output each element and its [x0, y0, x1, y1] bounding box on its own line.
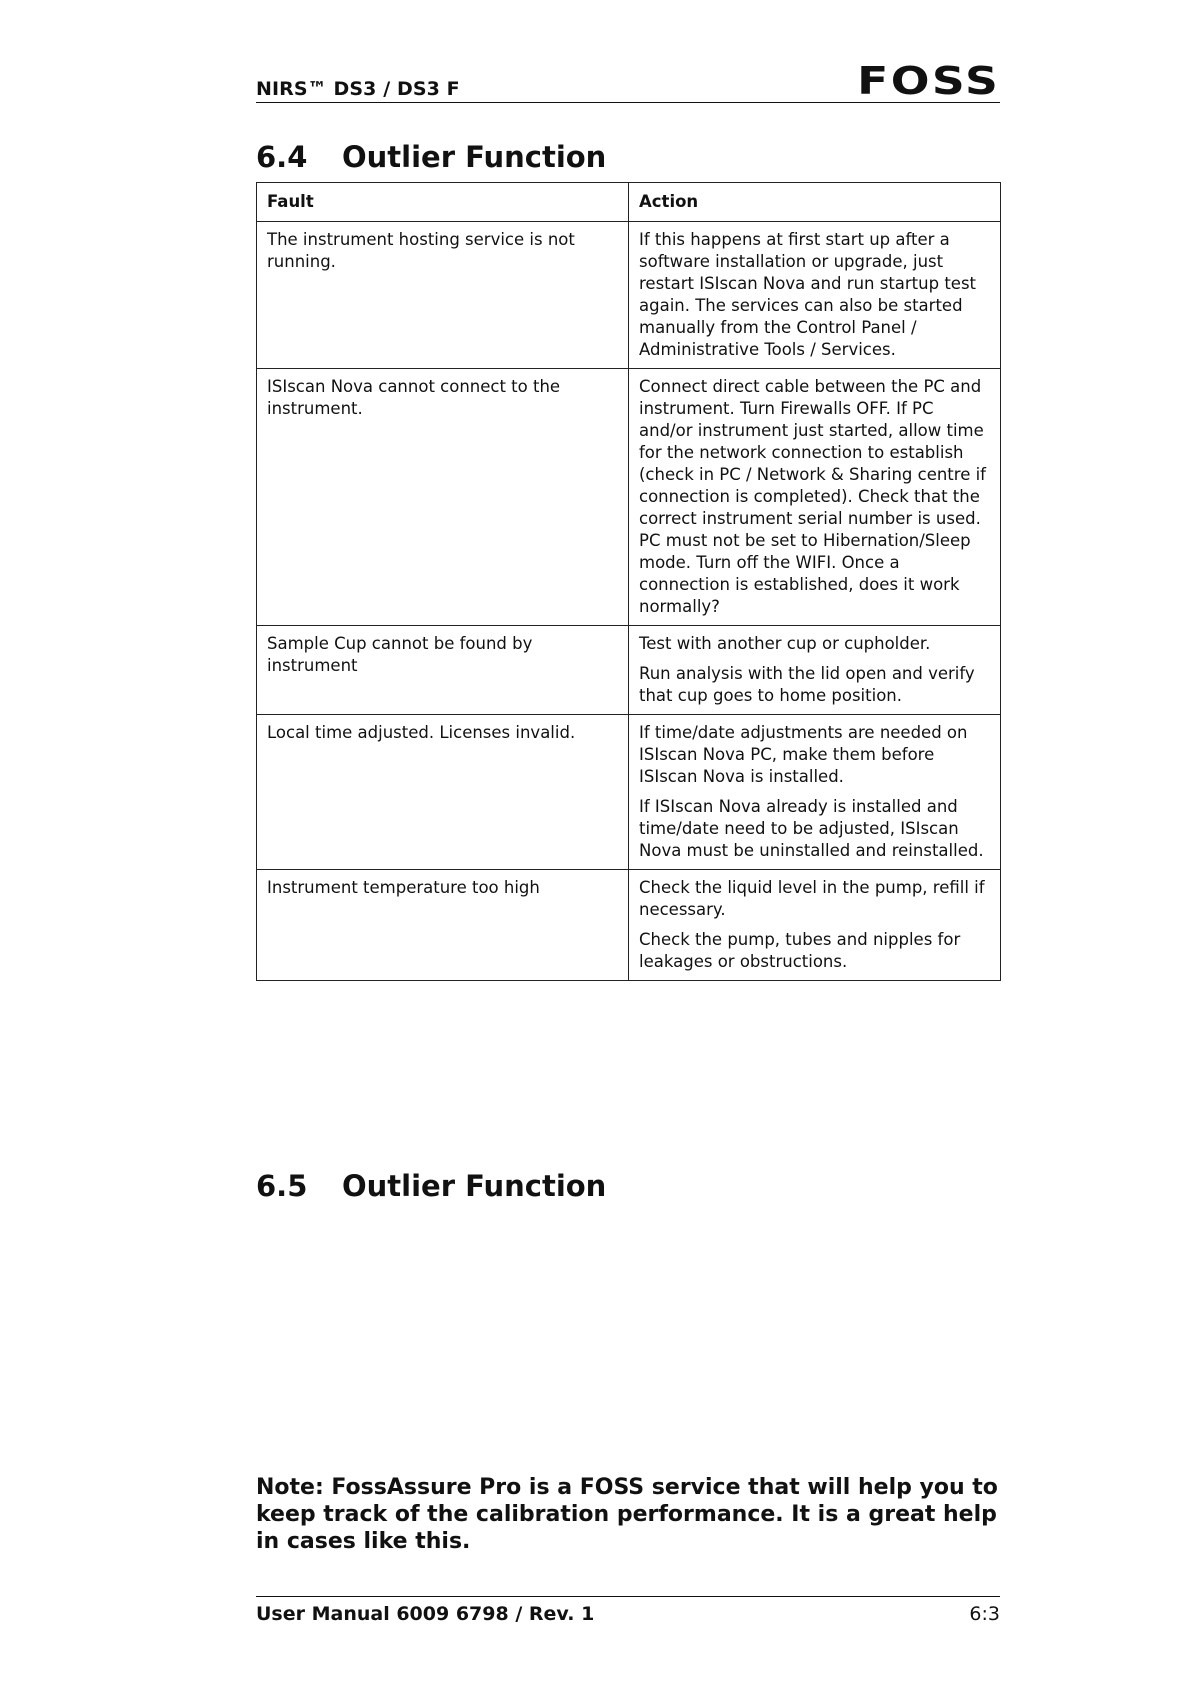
action-text: If time/date adjustments are needed on ISIscan Nova PC, make them before ISIscan Nova is installed. [639, 723, 968, 786]
table-row [257, 369, 1001, 626]
section-title: Outlier Function [342, 1169, 607, 1203]
action-cell [629, 222, 1001, 369]
fault-cell [257, 626, 629, 715]
page-footer [256, 1596, 1000, 1625]
fault-cell [257, 870, 629, 981]
table-row [257, 222, 1001, 369]
note-paragraph: Note: FossAssure Pro is a FOSS service that will help you to keep track of the calibration performance. It is a great help in cases like this. [256, 1475, 998, 1554]
fault-cell [257, 369, 629, 626]
section-heading-6-5 [256, 1169, 606, 1203]
fault-action-table [256, 182, 1001, 981]
action-text: Check the liquid level in the pump, refill if necessary. [639, 878, 985, 919]
action-cell [629, 870, 1001, 981]
page-number: 6:3 [969, 1603, 1000, 1625]
table-row [257, 626, 1001, 715]
section-number: 6.4 [256, 140, 308, 174]
table-row [257, 870, 1001, 981]
fault-cell [257, 715, 629, 870]
foss-logo: FOSS [856, 59, 1000, 103]
action-text: Check the pump, tubes and nipples for leakages or obstructions. [639, 930, 961, 971]
action-cell [629, 369, 1001, 626]
action-text: Connect direct cable between the PC and instrument. Turn Firewalls OFF. If PC and/or instrument just started, allow time for the network connection to establish (check in PC / Network & Sharing centre if connection is completed). Check that the correct instrument serial number is used. PC must not be set to Hibernation/Sleep mode. Turn off the WIFI. Once a connection is established, does it work normally? [639, 377, 986, 616]
page-header [256, 59, 1000, 103]
column-header-fault: Fault [257, 183, 629, 222]
action-cell [629, 626, 1001, 715]
fault-text: Sample Cup cannot be found by instrument [267, 634, 533, 675]
fault-text: The instrument hosting service is not running. [267, 230, 575, 271]
header-title: NIRS™ DS3 / DS3 F [256, 78, 460, 100]
section-heading-6-4 [256, 140, 606, 174]
manual-reference: User Manual 6009 6798 / Rev. 1 [256, 1603, 595, 1625]
fault-text: Instrument temperature too high [267, 878, 540, 897]
table-row [257, 715, 1001, 870]
section-title: Outlier Function [342, 140, 607, 174]
fault-text: Local time adjusted. Licenses invalid. [267, 723, 576, 742]
action-text: If this happens at first start up after a software installation or upgrade, just restart ISIscan Nova and run startup test again. The services can also be started manually from the Control Panel / Administrative Tools / Services. [639, 230, 977, 359]
action-text: Run analysis with the lid open and verify that cup goes to home position. [639, 664, 975, 705]
fault-cell [257, 222, 629, 369]
action-text: If ISIscan Nova already is installed and time/date need to be adjusted, ISIscan Nova must be uninstalled and reinstalled. [639, 797, 984, 860]
action-cell [629, 715, 1001, 870]
fault-text: ISIscan Nova cannot connect to the instrument. [267, 377, 561, 418]
section-number: 6.5 [256, 1169, 308, 1203]
table-header-row [257, 183, 1001, 222]
column-header-action: Action [629, 183, 1001, 222]
action-text: Test with another cup or cupholder. [639, 634, 931, 653]
